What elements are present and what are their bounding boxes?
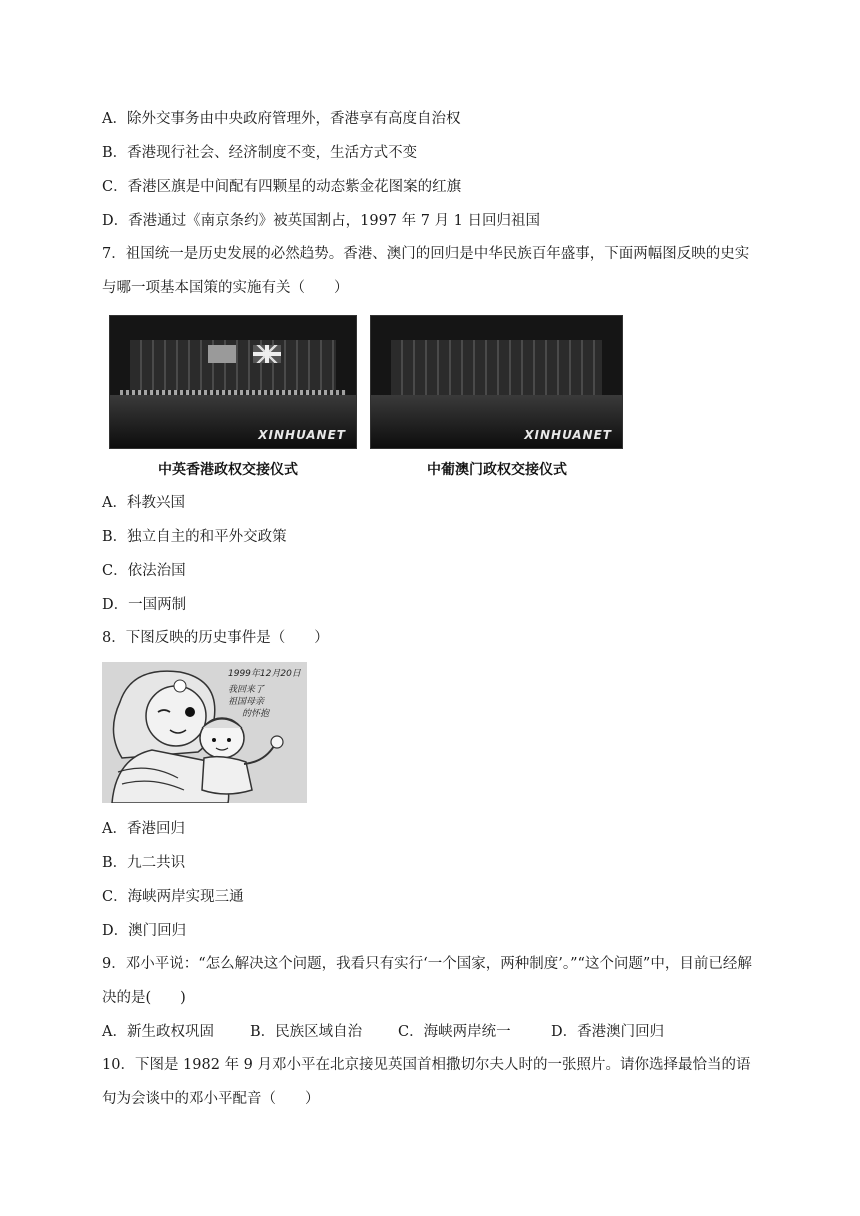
q9-option-c: C．海峡两岸统一 bbox=[398, 1024, 511, 1040]
q9-option-b: B．民族区域自治 bbox=[250, 1024, 363, 1040]
q8-option-d: D．澳门回归 bbox=[102, 923, 187, 939]
q8-option-c: C．海峡两岸实现三通 bbox=[102, 889, 244, 905]
photo-watermark: XINHUANET bbox=[258, 428, 346, 442]
photo-watermark: XINHUANET bbox=[524, 428, 612, 442]
q6-option-a: A．除外交事务由中央政府管理外，香港享有高度自治权 bbox=[102, 111, 461, 127]
cartoon-text-line-3: 的怀抱 bbox=[242, 709, 270, 719]
british-flag-icon bbox=[253, 345, 281, 363]
q8-option-b: B．九二共识 bbox=[102, 855, 186, 871]
q7-option-c: C．依法治国 bbox=[102, 563, 186, 579]
q8-option-a: A．香港回归 bbox=[102, 821, 185, 837]
q6-option-c: C．香港区旗是中间配有四颗星的动态紫金花图案的红旗 bbox=[102, 179, 462, 195]
q6-option-d: D．香港通过《南京条约》被英国割占，1997 年 7 月 1 日回归祖国 bbox=[102, 213, 541, 229]
cartoon-drawing bbox=[102, 662, 307, 803]
chinese-flag-icon bbox=[208, 345, 236, 363]
cartoon-text-line-1: 我回来了 bbox=[228, 685, 265, 695]
q9-options bbox=[102, 1022, 664, 1042]
q8-stem: 8．下图反映的历史事件是（ ） bbox=[102, 630, 329, 646]
cartoon-date: 1999年12月20日 bbox=[228, 669, 301, 679]
mother-child-cartoon bbox=[102, 662, 307, 803]
q9-option-a: A．新生政权巩固 bbox=[102, 1024, 214, 1040]
hall-wall bbox=[391, 340, 602, 395]
q10-stem: 10．下图是 1982 年 9 月邓小平在北京接见英国首相撒切尔夫人时的一张照片。请你选择最恰当的语句为会谈中的邓小平配音（ ） bbox=[102, 1057, 751, 1107]
q7-option-b: B．独立自主的和平外交政策 bbox=[102, 529, 287, 545]
macau-handover-photo bbox=[370, 315, 623, 449]
hong-kong-handover-photo bbox=[109, 315, 357, 449]
hong-kong-photo-caption: 中英香港政权交接仪式 bbox=[158, 462, 298, 478]
q7-stem: 7．祖国统一是历史发展的必然趋势。香港、澳门的回归是中华民族百年盛事，下面两幅图反映的史实与哪一项基本国策的实施有关（ ） bbox=[102, 246, 750, 296]
q9-stem: 9．邓小平说：“怎么解决这个问题，我看只有实行‘一个国家，两种制度’。”“这个问题”中，目前已经解决的是( ) bbox=[102, 956, 752, 1006]
q6-option-b: B．香港现行社会、经济制度不变，生活方式不变 bbox=[102, 145, 418, 161]
macau-photo-caption: 中葡澳门政权交接仪式 bbox=[427, 462, 567, 478]
cartoon-text-line-2: 祖国母亲 bbox=[228, 697, 265, 707]
q7-option-a: A．科教兴国 bbox=[102, 495, 185, 511]
q7-option-d: D．一国两制 bbox=[102, 597, 187, 613]
q9-option-d: D．香港澳门回归 bbox=[551, 1024, 665, 1040]
